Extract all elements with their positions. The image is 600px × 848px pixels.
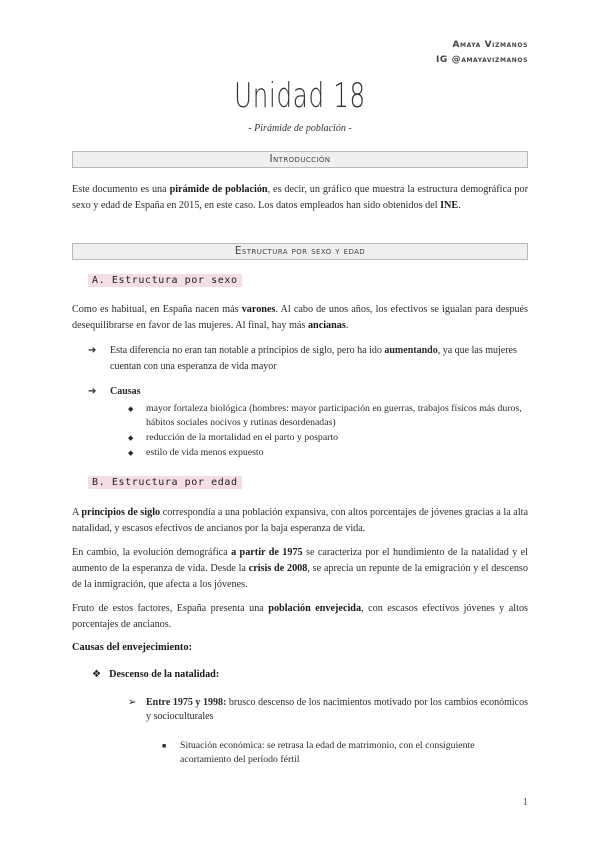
arrow-item-diferencia: ➔ Esta diferencia no eran tan notable a principios de siglo, pero ha ido aumentando, ya que las mujeres cuentan con una esperanza de vida mayor [88,345,517,372]
list-item: ◆ mayor fortaleza biológica (hombres: mayor participación en guerras, trabajos físicos más duros, hábitos sociales nocivos y rutinas desordenadas) [128,403,522,428]
arrow-icon: ➔ [88,386,97,397]
subheading-sexo: A. Estructura por sexo [88,274,242,287]
section-introduccion: Introducción [72,151,528,168]
edad-paragraph-1: A principios de siglo correspondía a una población expansiva, con altos porcentajes de jóvenes gracias a la alta natalidad, y escasos efectivos de ancianos por la baja esperanza de vida. [72,507,529,534]
page-title: Unidad 18 [234,76,366,116]
section-estructura: Estructura por sexo y edad [72,243,528,260]
natalidad-heading: ❖ Descenso de la natalidad: [92,669,220,680]
list-item: ◆ estilo de vida menos expuesto [128,447,264,458]
intro-paragraph: Este documento es una pirámide de población, es decir, un gráfico que muestra la estructura demográfica por sexo y edad de España en 2015, en este caso. Los datos empleados han sido obtenidos del INE. [72,184,529,211]
diamond-bullet-icon: ◆ [128,405,134,413]
list-item: ◆ reducción de la mortalidad en el parto y posparto [128,432,339,443]
diamond-bullet-icon: ◆ [128,449,134,457]
author-block [436,38,528,68]
subheading-edad: B. Estructura por edad [88,476,242,489]
arrowhead-icon: ➢ [128,697,137,708]
sexo-paragraph: Como es habitual, en España nacen más varones. Al cabo de unos años, los efectivos se igualan para después desequilibrarse en favor de las mujeres. Al final, hay más ancianas. [72,304,529,331]
page-subtitle: - Pirámide de población - [248,123,352,134]
diamond-bullet-icon: ◆ [128,434,134,442]
diamond-star-icon: ❖ [92,669,102,680]
edad-paragraph-2: En cambio, la evolución demográfica a partir de 1975 se caracteriza por el hundimiento de la natalidad y el aumento de la esperanza de vida. Desde la crisis de 2008, se aprecia un repunte de la emigración y el descenso de la inmigración, que afecta a los jóvenes. [72,547,528,590]
page-number: 1 [522,796,528,808]
arrow-icon: ➔ [88,345,97,356]
edad-paragraph-3: Fruto de estos factores, España presenta una población envejecida, con escasos efectivos jóvenes y altos porcentajes de ancianos. [72,603,528,630]
arrow-item-causas: ➔ Causas [88,384,528,400]
causas-envejecimiento-heading: Causas del envejecimiento: [72,642,193,653]
list-item-situacion-economica: ■ Situación económica: se retrasa la edad de matrimonio, con el consiguiente acortamiento del período fértil [162,740,475,765]
author-handle: IG @amayavizmanos [435,55,528,65]
list-item-1975-1998: ➢ Entre 1975 y 1998: brusco descenso de los nacimientos motivado por los cambios económicos y socioculturales [128,697,528,722]
author-name: Amaya Vizmanos [452,40,528,50]
square-bullet-icon: ■ [162,742,167,750]
